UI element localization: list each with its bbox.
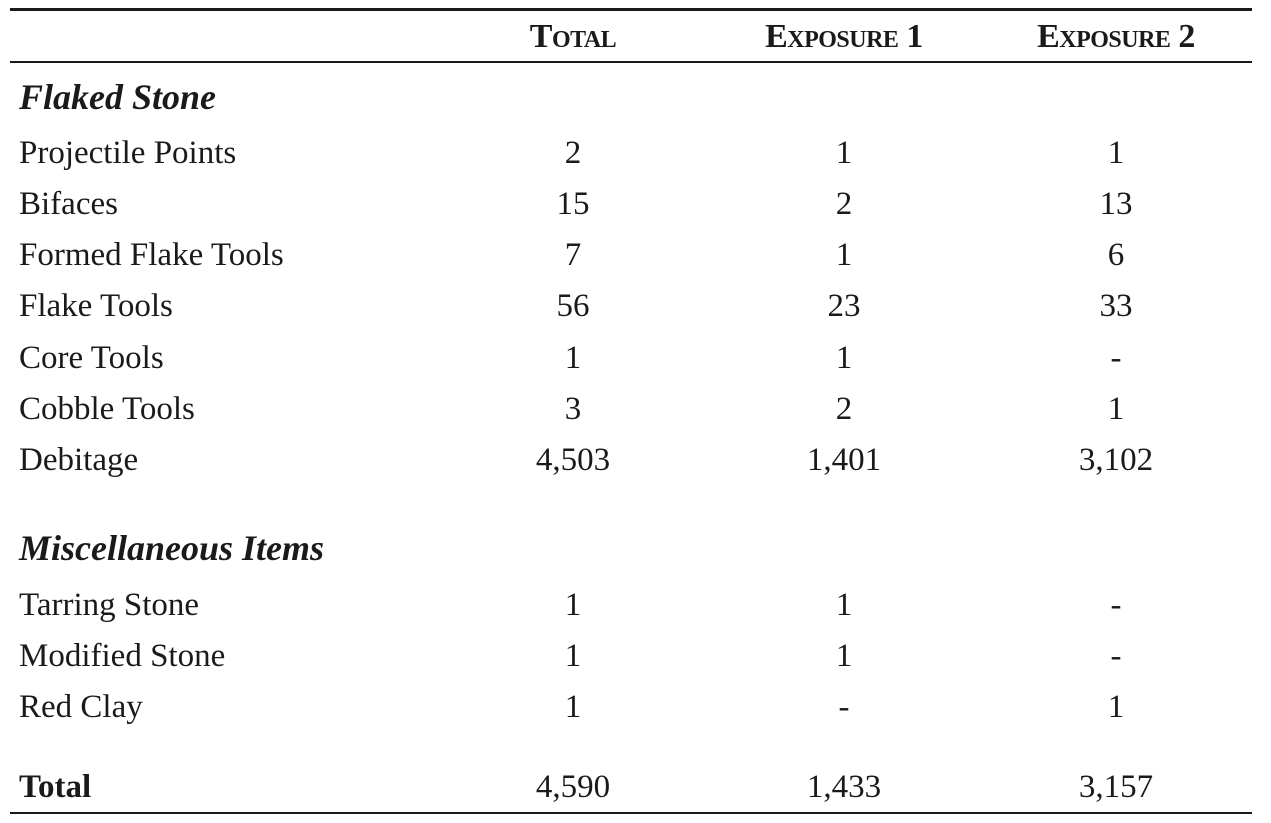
table-row [0,686,1271,728]
cell-exposure-2: 33 [1099,288,1133,324]
row-label: Bifaces [19,186,118,222]
cell-exposure-1: 23 [827,288,861,324]
cell-exposure-1: 1 [835,237,853,273]
cell-total: 4,503 [535,442,611,478]
row-label: Red Clay [19,689,143,725]
cell-exposure-2: 13 [1099,186,1133,222]
cell-total: 3 [564,391,582,427]
section-title: Miscellaneous Items [19,528,325,568]
cell-exposure-1: 2 [835,391,853,427]
cell-exposure-2: - [1110,340,1122,376]
row-label: Modified Stone [19,638,226,674]
cell-total: 2 [564,135,582,171]
cell-total: 7 [564,237,582,273]
section-title: Flaked Stone [19,77,217,117]
row-label: Core Tools [19,340,164,376]
cell-total: 1 [564,340,582,376]
cell-total: 1 [564,638,582,674]
cell-exposure-2: 1 [1107,391,1125,427]
cell-exposure-1: - [838,689,850,725]
total-row [0,766,1271,808]
cell-exposure-1: 1 [835,135,853,171]
cell-exposure-1: 1 [835,638,853,674]
row-label: Tarring Stone [19,587,200,623]
cell-exposure-2: 1 [1107,689,1125,725]
header-rule [10,61,1252,63]
table-top-rule [10,8,1252,11]
total-cell-exposure-2: 3,157 [1078,769,1154,805]
cell-exposure-1: 1 [835,587,853,623]
cell-exposure-2: 6 [1107,237,1125,273]
row-label: Flake Tools [19,288,173,324]
table-bottom-rule [10,812,1252,814]
cell-exposure-2: 3,102 [1078,442,1154,478]
cell-exposure-1: 2 [835,186,853,222]
row-label: Debitage [19,442,139,478]
cell-exposure-2: 1 [1107,135,1125,171]
cell-total: 1 [564,689,582,725]
cell-total: 15 [556,186,590,222]
table-row [0,285,1271,327]
cell-total: 56 [556,288,590,324]
table-row [0,388,1271,430]
total-cell-total: 4,590 [535,769,611,805]
table-row [0,635,1271,677]
column-header-exposure-2: Exposure 2 [1037,18,1195,55]
row-label: Formed Flake Tools [19,237,284,273]
table-row [0,439,1271,481]
cell-exposure-1: 1 [835,340,853,376]
table-row [0,132,1271,174]
table-row [0,183,1271,225]
table-row [0,337,1271,379]
cell-exposure-2: - [1110,638,1122,674]
section-heading-miscellaneous-items [0,527,1271,569]
row-label: Projectile Points [19,135,237,171]
total-cell-exposure-1: 1,433 [806,769,882,805]
row-label: Cobble Tools [19,391,195,427]
column-header-total: Total [529,18,617,55]
table-row [0,584,1271,626]
table-row [0,234,1271,276]
cell-exposure-1: 1,401 [806,442,882,478]
column-header-exposure-1: Exposure 1 [765,18,923,55]
total-label: Total [19,769,92,805]
cell-exposure-2: - [1110,587,1122,623]
section-heading-flaked-stone [0,76,1271,118]
cell-total: 1 [564,587,582,623]
